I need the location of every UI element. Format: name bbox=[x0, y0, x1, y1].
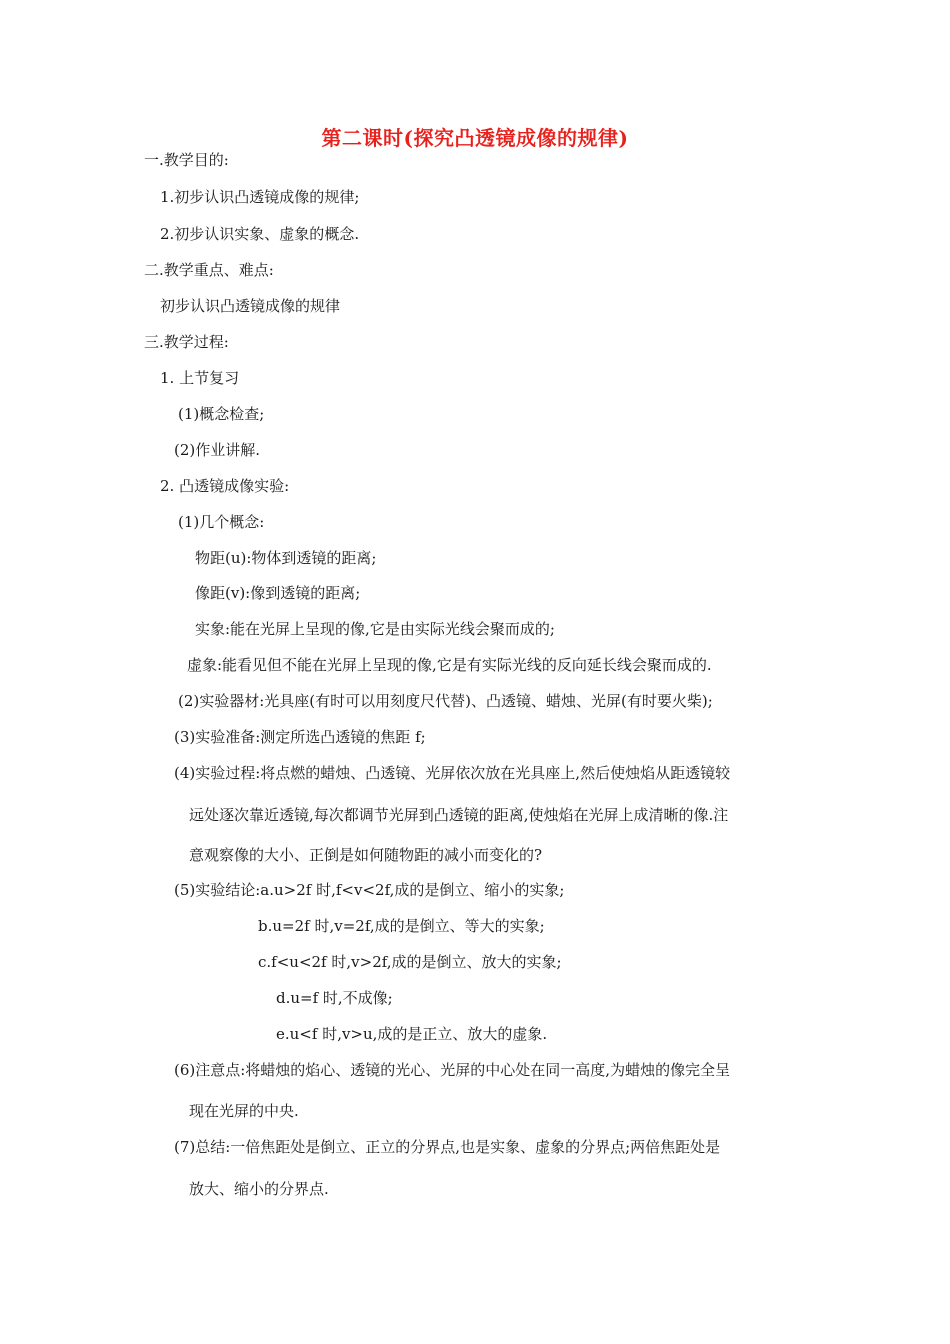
notes-line-2: 现在光屏的中央. bbox=[189, 1102, 299, 1120]
conclusion-e: e.u<f 时,v>u,成的是正立、放大的虚象. bbox=[276, 1025, 548, 1043]
conclusion-b: b.u=2f 时,v=2f,成的是倒立、等大的实象; bbox=[258, 917, 545, 935]
process-line-1: (4)实验过程:将点燃的蜡烛、凸透镜、光屏依次放在光具座上,然后使烛焰从距透镜较 bbox=[174, 764, 731, 782]
section-heading-objectives: 一.教学目的: bbox=[144, 151, 229, 169]
step-2-label: 2. 凸透镜成像实验: bbox=[160, 477, 290, 495]
concept-image-distance: 像距(v):像到透镜的距离; bbox=[195, 584, 361, 602]
concepts-heading: (1)几个概念: bbox=[178, 513, 265, 531]
section-heading-process: 三.教学过程: bbox=[144, 333, 229, 351]
notes-line-1: (6)注意点:将蜡烛的焰心、透镜的光心、光屏的中心处在同一高度,为蜡烛的像完全呈 bbox=[174, 1061, 731, 1079]
step-1-label: 1. 上节复习 bbox=[160, 369, 240, 387]
step-1-item-1: (1)概念检查; bbox=[178, 405, 265, 423]
summary-line-2: 放大、缩小的分界点. bbox=[189, 1180, 329, 1198]
step-1-item-2: (2)作业讲解. bbox=[174, 441, 261, 459]
process-line-3: 意观察像的大小、正倒是如何随物距的减小而变化的? bbox=[189, 846, 543, 864]
process-line-2: 远处逐次靠近透镜,每次都调节光屏到凸透镜的距离,使烛焰在光屏上成清晰的像.注 bbox=[189, 806, 729, 824]
conclusion-c: c.f<u<2f 时,v>2f,成的是倒立、放大的实象; bbox=[258, 953, 562, 971]
summary-line-1: (7)总结:一倍焦距处是倒立、正立的分界点,也是实象、虚象的分界点;两倍焦距处是 bbox=[174, 1138, 721, 1156]
document-title: 第二课时(探究凸透镜成像的规律) bbox=[321, 126, 629, 150]
conclusion-d: d.u=f 时,不成像; bbox=[276, 989, 393, 1007]
concept-virtual-image: 虚象:能看见但不能在光屏上呈现的像,它是有实际光线的反向延长线会聚而成的. bbox=[187, 656, 712, 674]
concept-real-image: 实象:能在光屏上呈现的像,它是由实际光线会聚而成的; bbox=[195, 620, 555, 638]
conclusion-a: (5)实验结论:a.u>2f 时,f<v<2f,成的是倒立、缩小的实象; bbox=[174, 881, 565, 899]
objective-item-2: 2.初步认识实象、虚象的概念. bbox=[160, 225, 360, 243]
section-heading-key-points: 二.教学重点、难点: bbox=[144, 261, 274, 279]
equipment-line: (2)实验器材:光具座(有时可以用刻度尺代替)、凸透镜、蜡烛、光屏(有时要火柴); bbox=[178, 692, 713, 710]
preparation-line: (3)实验准备:测定所选凸透镜的焦距 f; bbox=[174, 728, 426, 746]
concept-object-distance: 物距(u):物体到透镜的距离; bbox=[195, 549, 377, 567]
objective-item-1: 1.初步认识凸透镜成像的规律; bbox=[160, 188, 360, 206]
key-points-text: 初步认识凸透镜成像的规律 bbox=[160, 297, 341, 315]
